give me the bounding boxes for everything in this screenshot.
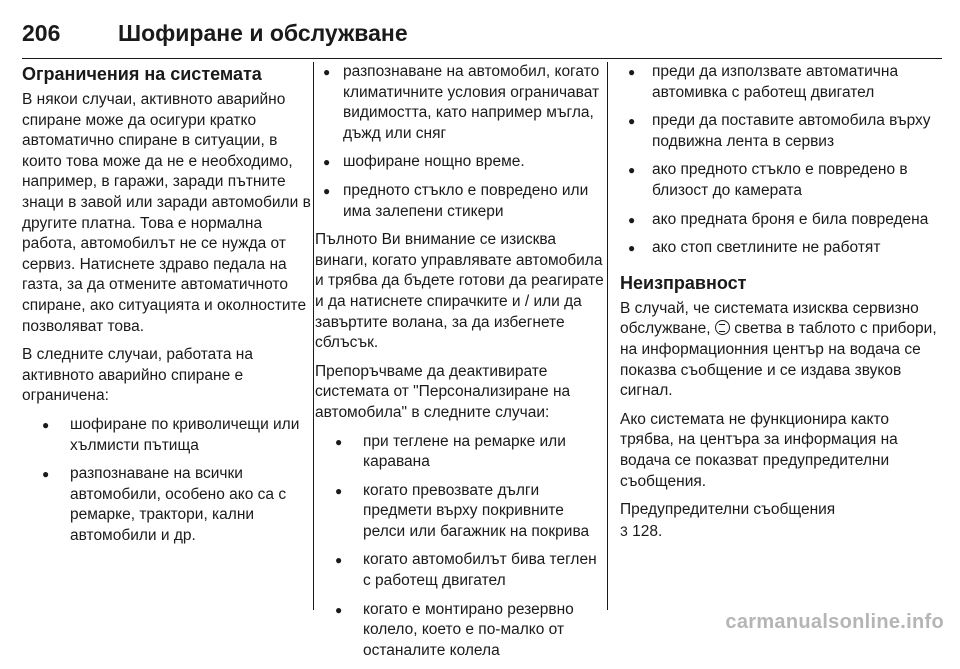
reference-page: 128. [632,522,663,540]
paragraph-text: В случай, че системата изисква сервизно обслужване, [620,299,919,338]
bullet-list [620,62,945,259]
list-item: ● преди да поставите автомобила върху подвижна лента в сервиз [620,111,945,152]
list-item: ● ако предната броня е била повредена [620,210,945,231]
bullet-list [315,62,607,222]
page-title: Шофиране и обслужване [118,20,408,46]
bullet-list [315,432,607,662]
section-heading-limitations: Ограничения на системата [22,64,262,84]
list-item: ● преди да използвате автоматична автомивка с работещ двигател [620,62,945,103]
paragraph: Препоръчваме да деактивирате системата от "Персонализиране на автомобила" в следните случаи: [315,362,571,421]
section-heading-malfunction: Неизправност [620,272,747,293]
paragraph: Пълното Ви внимание се изисква винаги, когато управлявате автомобила и трябва да бъдете готови да реагирате и да натиснете спирачките и / или да завъртите волана, за да избегнете сблъсък. [315,231,604,352]
page-number: 206 [22,20,61,46]
reference-label: Предупредителни съобщения [620,501,836,519]
header-rule [22,58,942,59]
watermark: carmanualsonline.info [725,611,944,633]
list-item: ● разпознаване на автомобил, когато климатичните условия ограничават видимостта, като например мъгла, дъжд или сняг [315,62,607,144]
cross-reference [620,500,945,542]
paragraph: В някои случаи, активното аварийно спиране може да осигури кратко автоматично спиране в ситуации, в които това може да не е необходимо, например, в гаражи, заради пътните знаци в завой или заради автомобили в другите платна. Това е нормална работа, автомобилът не се нужда от сервиз. Натиснете здраво педала на газта, за да отмените автоматичното спиране, ако ситуацията и околностите позволяват това. [22,91,311,335]
column-right [620,62,945,550]
paragraph: В следните случаи, работата на активното аварийно спиране е ограничена: [22,346,253,405]
column-left [22,62,312,554]
list-item: ● разпознаване на всички автомобили, особено ако са с ремарке, трактори, кални автомобили и др. [22,464,312,546]
list-item: ● когато автомобилът бива теглен с работещ двигател [315,550,607,591]
list-item: ● ако стоп светлините не работят [620,238,945,259]
list-item: ● шофиране нощно време. [315,152,607,173]
list-item: ● шофиране по криволичещи или хълмисти пътища [22,415,312,456]
column-divider [607,62,608,610]
page-header [22,8,942,58]
paragraph-malfunction [620,299,945,402]
list-item: ● предното стъкло е повредено или има залепени стикери [315,181,607,222]
column-divider [313,62,314,610]
warning-light-icon [715,320,730,335]
bullet-list [22,415,312,547]
list-item: ● когато е монтирано резервно колело, което е по-малко от останалите колела [315,600,607,662]
list-item: ● при теглене на ремарке или каравана [315,432,607,473]
paragraph: Ако системата не функционира както трябва, на центъра за информация на водача се показват предупредителни съобщения. [620,410,898,490]
arrow-icon: 3 [620,522,628,539]
column-middle [315,62,607,669]
list-item: ● когато превозвате дълги предмети върху покривните релси или багажник на покрива [315,481,607,543]
paragraph-text: светва в таблото с прибори, на информационния център на водача се показва съобщение и се издава звуков сигнал. [620,320,937,400]
list-item: ● ако предното стъкло е повредено в близост до камерата [620,160,945,201]
